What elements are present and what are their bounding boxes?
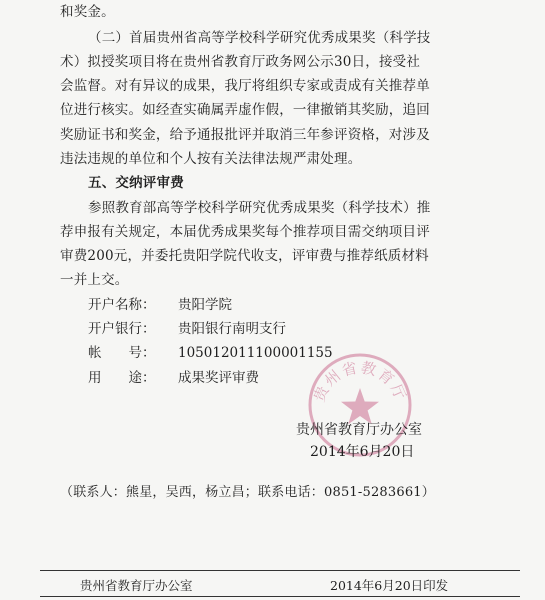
body-line: 术）拟授奖项目将在贵州省教育厅政务网公示30日，接受社 xyxy=(60,54,421,70)
body-line: 会监督。对有异议的成果，我厅将组织专家或责成有关推荐单 xyxy=(60,78,430,94)
bank-info-label: 用 途： xyxy=(88,370,156,386)
footer-issue-date: 2014年6月20日印发 xyxy=(330,578,449,593)
section-line: 一并上交。 xyxy=(60,272,129,288)
bank-info-value: 成果奖评审费 xyxy=(178,370,259,386)
section-line: 参照教育部高等学校科学研究优秀成果奖（科学技术）推 xyxy=(88,200,431,216)
bank-info-value: 贵阳学院 xyxy=(178,297,232,313)
contact-info: （联系人：熊星，吴西，杨立昌；联系电话：0851-5283661） xyxy=(60,485,435,500)
bank-info-value: 105012011100001155 xyxy=(178,345,333,361)
seal-text: 贵州省教育厅 xyxy=(309,358,411,405)
bank-info-value: 贵阳银行南明支行 xyxy=(178,321,286,337)
section-heading: 五、交纳评审费 xyxy=(88,175,184,191)
body-line: 违法违规的单位和个人按有关法律法规严肃处理。 xyxy=(60,151,362,167)
signature-date: 2014年6月20日 xyxy=(310,444,415,460)
footer-top-rule xyxy=(40,570,520,571)
body-line: 和奖金。 xyxy=(60,4,115,20)
footer-issuer: 贵州省教育厅办公室 xyxy=(80,578,193,593)
section-line: 审费200元，并委托贵阳学院代收支，评审费与推荐纸质材料 xyxy=(60,248,429,264)
bank-info-label: 帐 号： xyxy=(88,345,156,361)
bank-info-label: 开户名称： xyxy=(88,297,156,313)
body-line: （二）首届贵州省高等学校科学研究优秀成果奖（科学技 xyxy=(88,30,431,46)
body-line: 位进行核实。如经查实确属弄虚作假，一律撤销其奖励，追回 xyxy=(60,102,430,118)
bank-info-label: 开户银行： xyxy=(88,321,156,337)
body-line: 奖励证书和奖金，给予通报批评并取消三年参评资格，对涉及 xyxy=(60,127,430,143)
section-line: 荐申报有关规定，本届优秀成果奖每个推荐项目需交纳项目评 xyxy=(60,224,430,240)
signature-office: 贵州省教育厅办公室 xyxy=(296,422,422,438)
footer-bottom-rule xyxy=(40,596,520,597)
